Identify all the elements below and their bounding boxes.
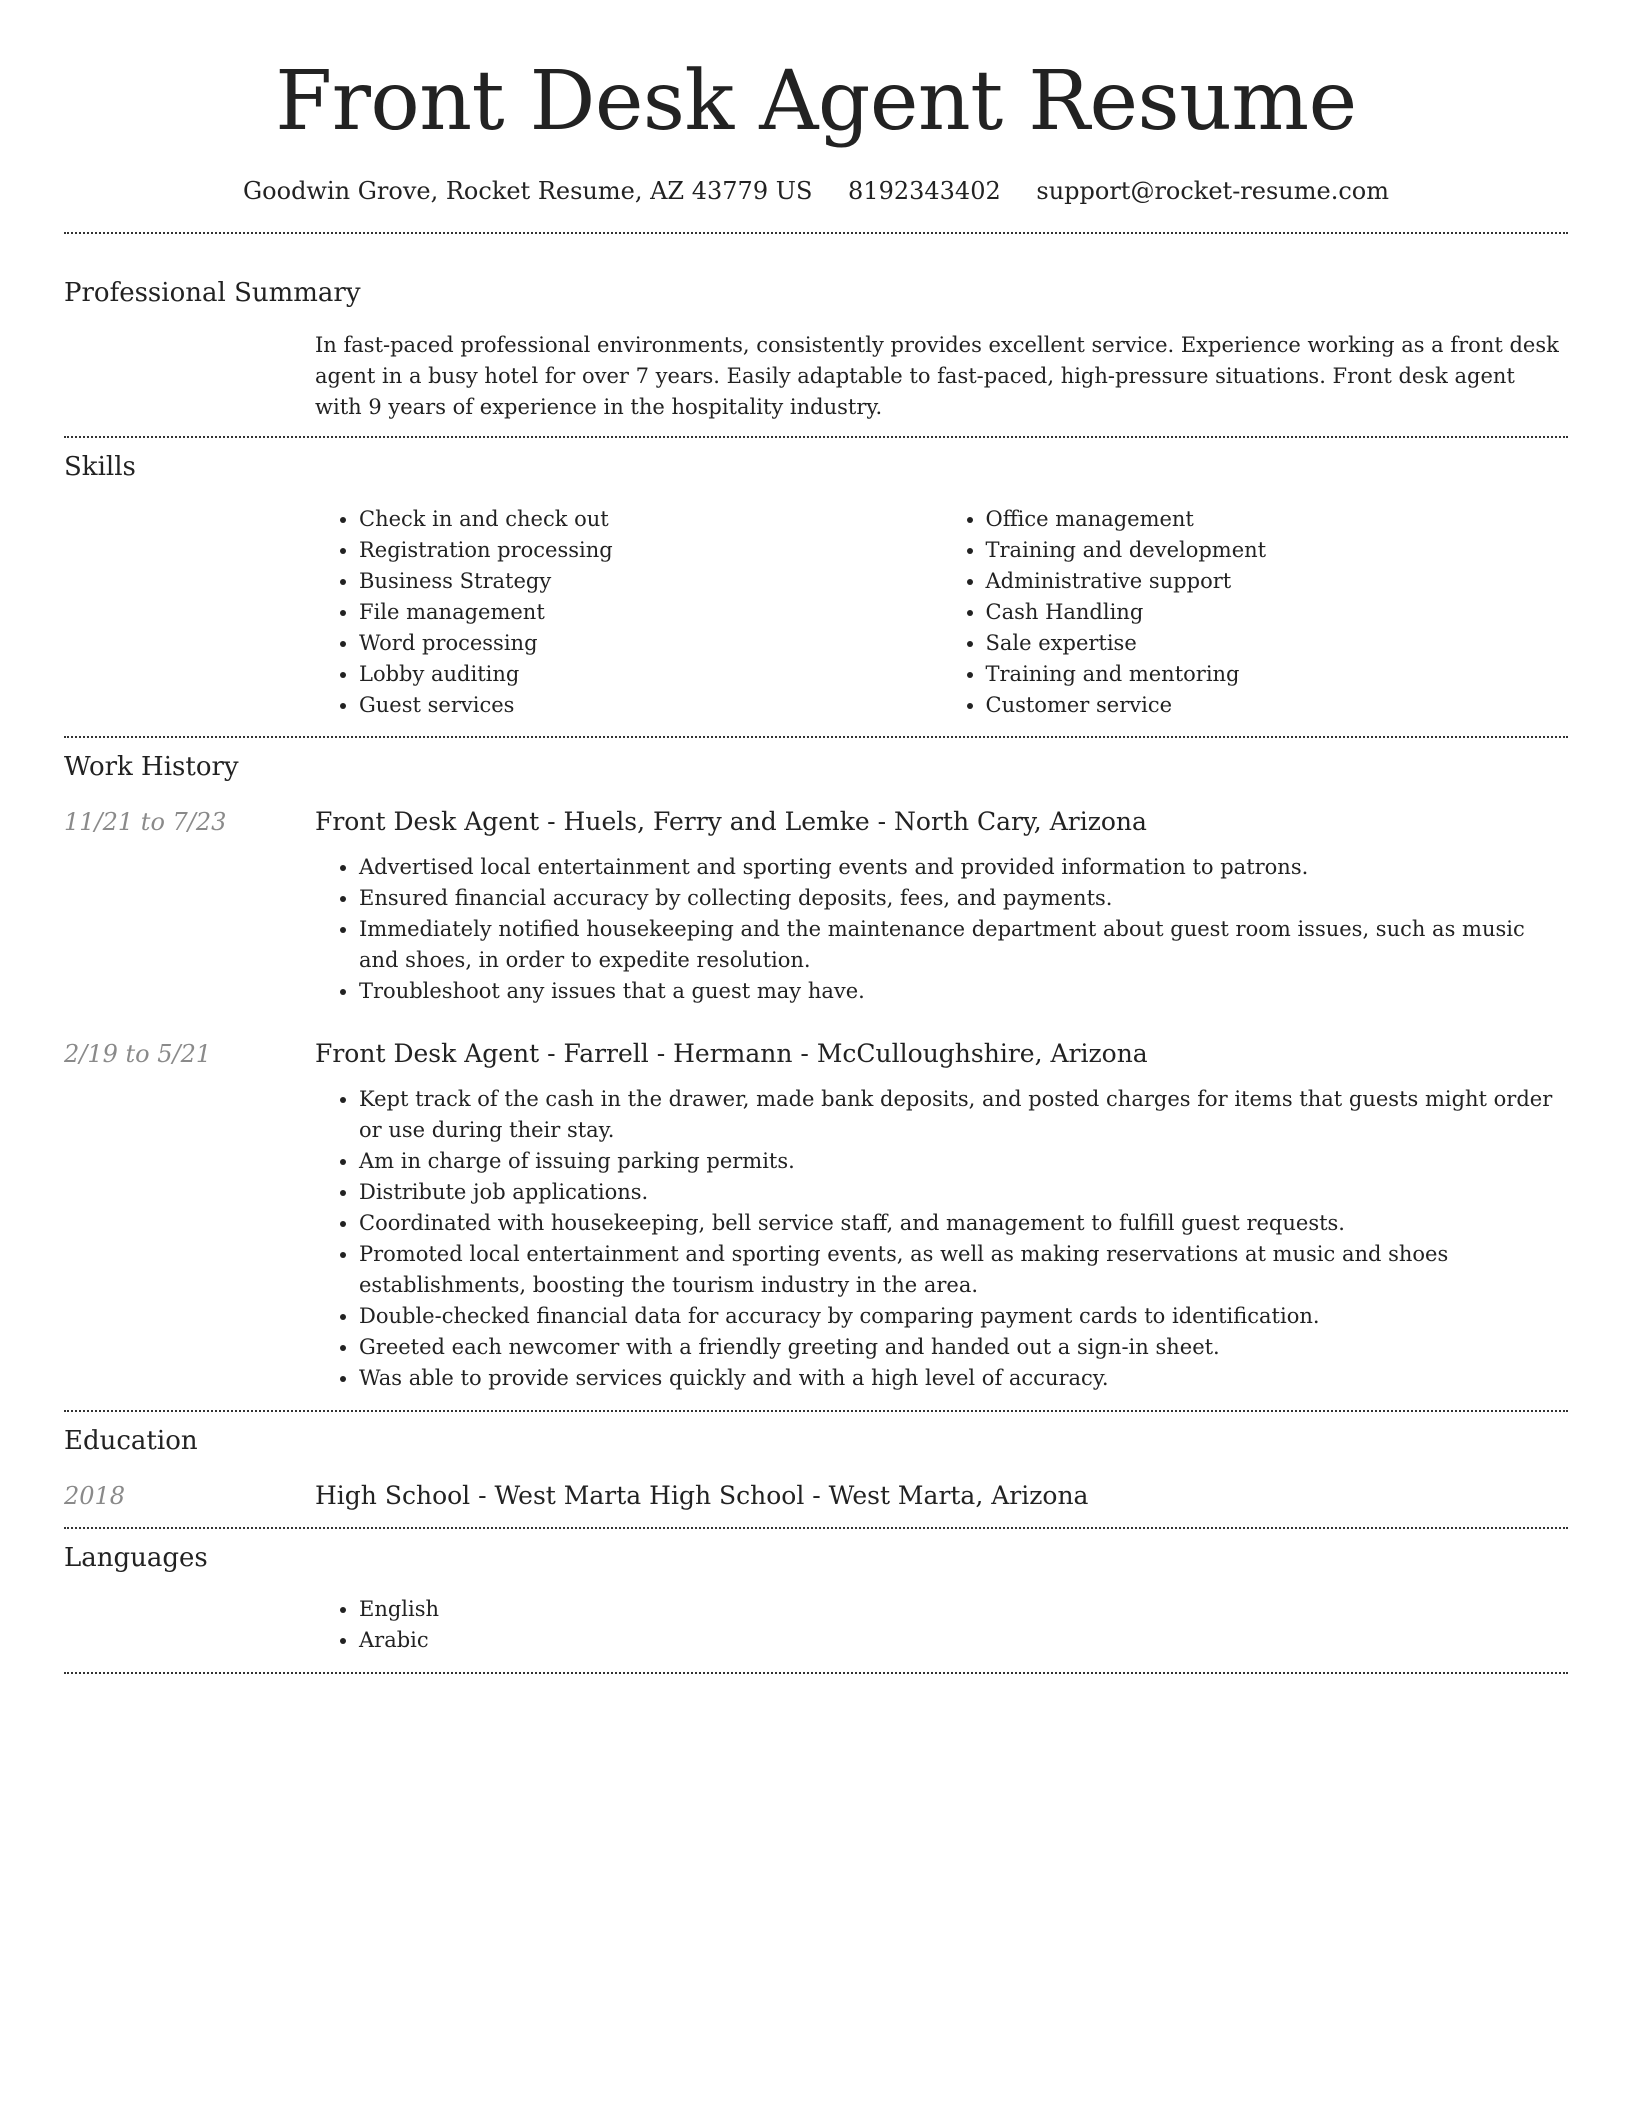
contact-line bbox=[64, 174, 1568, 208]
resume-title: Front Desk Agent Resume bbox=[275, 54, 1357, 149]
education-heading: High School - West Marta High School - West Marta, Arizona bbox=[315, 1481, 1089, 1510]
skill-item: • Registration processing bbox=[359, 535, 942, 566]
skill-item: • Guest services bbox=[359, 690, 942, 721]
job-bullet: • Promoted local entertainment and sporting events, as well as making reservations at music and shoes establishments, boosting the tourism industry in the area. bbox=[359, 1239, 1568, 1301]
language-item: • Arabic bbox=[359, 1625, 1568, 1656]
skill-item: • Office management bbox=[986, 504, 1569, 535]
education-entry bbox=[64, 1479, 1568, 1513]
job-bullet: • Immediately notified housekeeping and the maintenance department about guest room issues, such as music and shoes, in order to expedite resolution. bbox=[359, 914, 1568, 976]
resume-page bbox=[64, 0, 1568, 1674]
job-entry bbox=[64, 1037, 1568, 1071]
section-title-education: Education bbox=[64, 1426, 198, 1456]
divider bbox=[64, 736, 1568, 738]
job-bullet: • Greeted each newcomer with a friendly greeting and handed out a sign-in sheet. bbox=[359, 1332, 1568, 1363]
languages-list-wrap bbox=[315, 1594, 1568, 1656]
job-bullet: • Troubleshoot any issues that a guest may have. bbox=[359, 976, 1568, 1007]
divider bbox=[64, 436, 1568, 438]
contact-address: Goodwin Grove, Rocket Resume, AZ 43779 US bbox=[243, 177, 813, 205]
education-year: 2018 bbox=[64, 1482, 126, 1510]
job-bullet-list bbox=[315, 1084, 1568, 1394]
languages-list bbox=[315, 1594, 1568, 1656]
job-bullets bbox=[315, 852, 1568, 1007]
job-bullet: • Was able to provide services quickly and with a high level of accuracy. bbox=[359, 1363, 1568, 1394]
job-heading: Front Desk Agent - Huels, Ferry and Lemke - North Cary, Arizona bbox=[315, 807, 1147, 836]
divider bbox=[64, 1527, 1568, 1529]
skills-columns bbox=[315, 504, 1568, 721]
skills-list-right bbox=[942, 504, 1569, 721]
skill-item: • Check in and check out bbox=[359, 504, 942, 535]
job-bullets bbox=[315, 1084, 1568, 1394]
contact-email: support@rocket-resume.com bbox=[1036, 177, 1389, 205]
section-title-skills: Skills bbox=[64, 452, 136, 482]
section-title-work-history: Work History bbox=[64, 752, 239, 782]
divider bbox=[64, 232, 1568, 234]
job-entry bbox=[64, 805, 1568, 839]
job-bullet: • Coordinated with housekeeping, bell service staff, and management to fulfill guest requests. bbox=[359, 1208, 1568, 1239]
skill-item: • Word processing bbox=[359, 628, 942, 659]
skill-item: • Business Strategy bbox=[359, 566, 942, 597]
job-bullet: • Kept track of the cash in the drawer, made bank deposits, and posted charges for items that guests might order or use during their stay. bbox=[359, 1084, 1568, 1146]
job-heading: Front Desk Agent - Farrell - Hermann - McCulloughshire, Arizona bbox=[315, 1039, 1148, 1068]
skills-list-left bbox=[315, 504, 942, 721]
job-bullet-list bbox=[315, 852, 1568, 1007]
skill-item: • Customer service bbox=[986, 690, 1569, 721]
job-dates: 2/19 to 5/21 bbox=[64, 1040, 212, 1068]
job-dates: 11/21 to 7/23 bbox=[64, 808, 227, 836]
job-bullet: • Double-checked financial data for accuracy by comparing payment cards to identification. bbox=[359, 1301, 1568, 1332]
section-title-languages: Languages bbox=[64, 1543, 208, 1573]
language-item: • English bbox=[359, 1594, 1568, 1625]
skill-item: • File management bbox=[359, 597, 942, 628]
contact-phone: 8192343402 bbox=[848, 177, 1001, 205]
divider bbox=[64, 1410, 1568, 1412]
section-title-summary: Professional Summary bbox=[64, 278, 361, 308]
job-bullet: • Distribute job applications. bbox=[359, 1177, 1568, 1208]
divider bbox=[64, 1672, 1568, 1674]
job-bullet: • Advertised local entertainment and sporting events and provided information to patrons. bbox=[359, 852, 1568, 883]
summary-text: In fast-paced professional environments, consistently provides excellent service. Experience working as a front desk agent in a busy hotel for over 7 years. Easily adaptable to fast-paced, high-pressure situations. Front desk agent with 9 years of experience in the hospitality industry. bbox=[315, 333, 1559, 419]
skill-item: • Administrative support bbox=[986, 566, 1569, 597]
skill-item: • Cash Handling bbox=[986, 597, 1569, 628]
job-bullet: • Ensured financial accuracy by collecting deposits, fees, and payments. bbox=[359, 883, 1568, 914]
skill-item: • Lobby auditing bbox=[359, 659, 942, 690]
skill-item: • Sale expertise bbox=[986, 628, 1569, 659]
job-bullet: • Am in charge of issuing parking permits. bbox=[359, 1146, 1568, 1177]
skill-item: • Training and mentoring bbox=[986, 659, 1569, 690]
skill-item: • Training and development bbox=[986, 535, 1569, 566]
